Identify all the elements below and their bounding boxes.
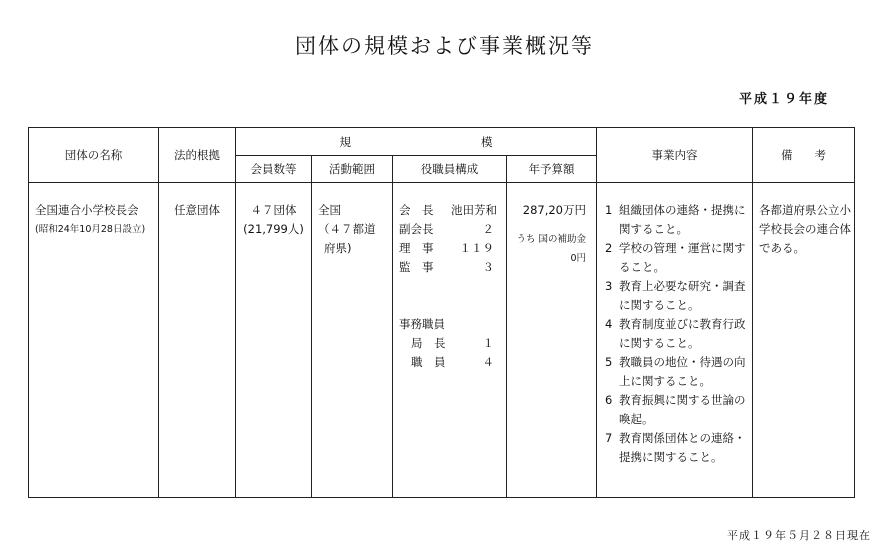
as-of-date: 平成１９年５月２８日現在 [727, 529, 871, 542]
cell-budget [507, 183, 597, 498]
table-row [29, 183, 855, 498]
header-remarks [753, 128, 855, 183]
fiscal-year: 平成１９年度 [738, 92, 829, 107]
cell-business [597, 183, 753, 498]
header-members: 会員数等 [236, 156, 312, 183]
organization-table [28, 127, 855, 498]
business-item: 3 教育上必要な研究・調査に関すること。 [605, 279, 746, 312]
officer-role: 会 長 [399, 203, 434, 217]
officer-role: 副会長 [399, 222, 434, 236]
business-item: 4 教育制度並びに教育行政に関すること。 [605, 317, 746, 350]
org-name: 全国連合小学校長会 [35, 203, 139, 217]
officer-value: １１９ [459, 241, 494, 255]
business-item: 2 学校の管理・運営に関すること。 [605, 241, 746, 274]
cell-legal [159, 183, 236, 498]
header-business: 事業内容 [597, 128, 753, 183]
officer-value: ３ [482, 260, 494, 274]
staff-value: １ [482, 336, 494, 350]
header-name: 団体の名称 [29, 128, 159, 183]
staff-role: 職 員 [411, 355, 446, 369]
header-scale [236, 128, 597, 156]
officer-value: 池田芳和 [451, 203, 497, 217]
officer-row [399, 201, 506, 220]
remarks-text: 各都道府県公立小学校長会の連合体である。 [759, 203, 851, 255]
area-line-3: 府県) [324, 241, 352, 255]
member-count-sub: (21,799人) [243, 222, 304, 236]
header-row-1 [29, 128, 855, 156]
org-established: (昭和24年10月28日設立) [35, 224, 146, 235]
officer-value: ２ [482, 222, 494, 236]
cell-officers [393, 183, 507, 498]
business-item: 6 教育振興に関する世論の喚起。 [605, 393, 746, 426]
officer-role: 監 事 [399, 260, 434, 274]
cell-remarks [753, 183, 855, 498]
business-item: 5 教職員の地位・待遇の向上に関すること。 [605, 355, 746, 388]
staff-row [399, 353, 506, 372]
area-line-1: 全国 [318, 203, 341, 217]
cell-area [312, 183, 393, 498]
budget-note: うち 国の補助金 [516, 234, 586, 245]
header-scale-2: 模 [481, 134, 493, 149]
business-item: 7 教育関係団体との連絡・提携に関すること。 [605, 431, 746, 464]
header-budget: 年予算額 [507, 156, 597, 183]
staff-row [399, 334, 506, 353]
legal-basis: 任意団体 [174, 203, 220, 217]
officer-row [399, 220, 506, 239]
business-item: 1 組織団体の連絡・提携に関すること。 [605, 203, 746, 236]
header-remarks-1: 備 [781, 148, 793, 162]
staff-title: 事務職員 [399, 317, 445, 331]
header-officers: 役職員構成 [393, 156, 507, 183]
budget-amount: 287,20万円 [522, 203, 586, 217]
staff-value: ４ [482, 355, 494, 369]
area-line-2: （４７都道 [318, 222, 376, 236]
header-remarks-2: 考 [814, 148, 826, 162]
cell-name [29, 183, 159, 498]
officer-role: 理 事 [399, 241, 434, 255]
header-legal: 法的根拠 [159, 128, 236, 183]
officer-row [399, 258, 506, 277]
header-scale-1: 規 [339, 134, 351, 149]
officer-row [399, 239, 506, 258]
member-count: ４７団体 [250, 203, 297, 217]
header-area: 活動範囲 [312, 156, 393, 183]
staff-role: 局 長 [411, 336, 446, 350]
cell-members [236, 183, 312, 498]
page-title: 団体の規模および事業概況等 [295, 34, 594, 58]
budget-note-value: 0円 [570, 253, 586, 264]
